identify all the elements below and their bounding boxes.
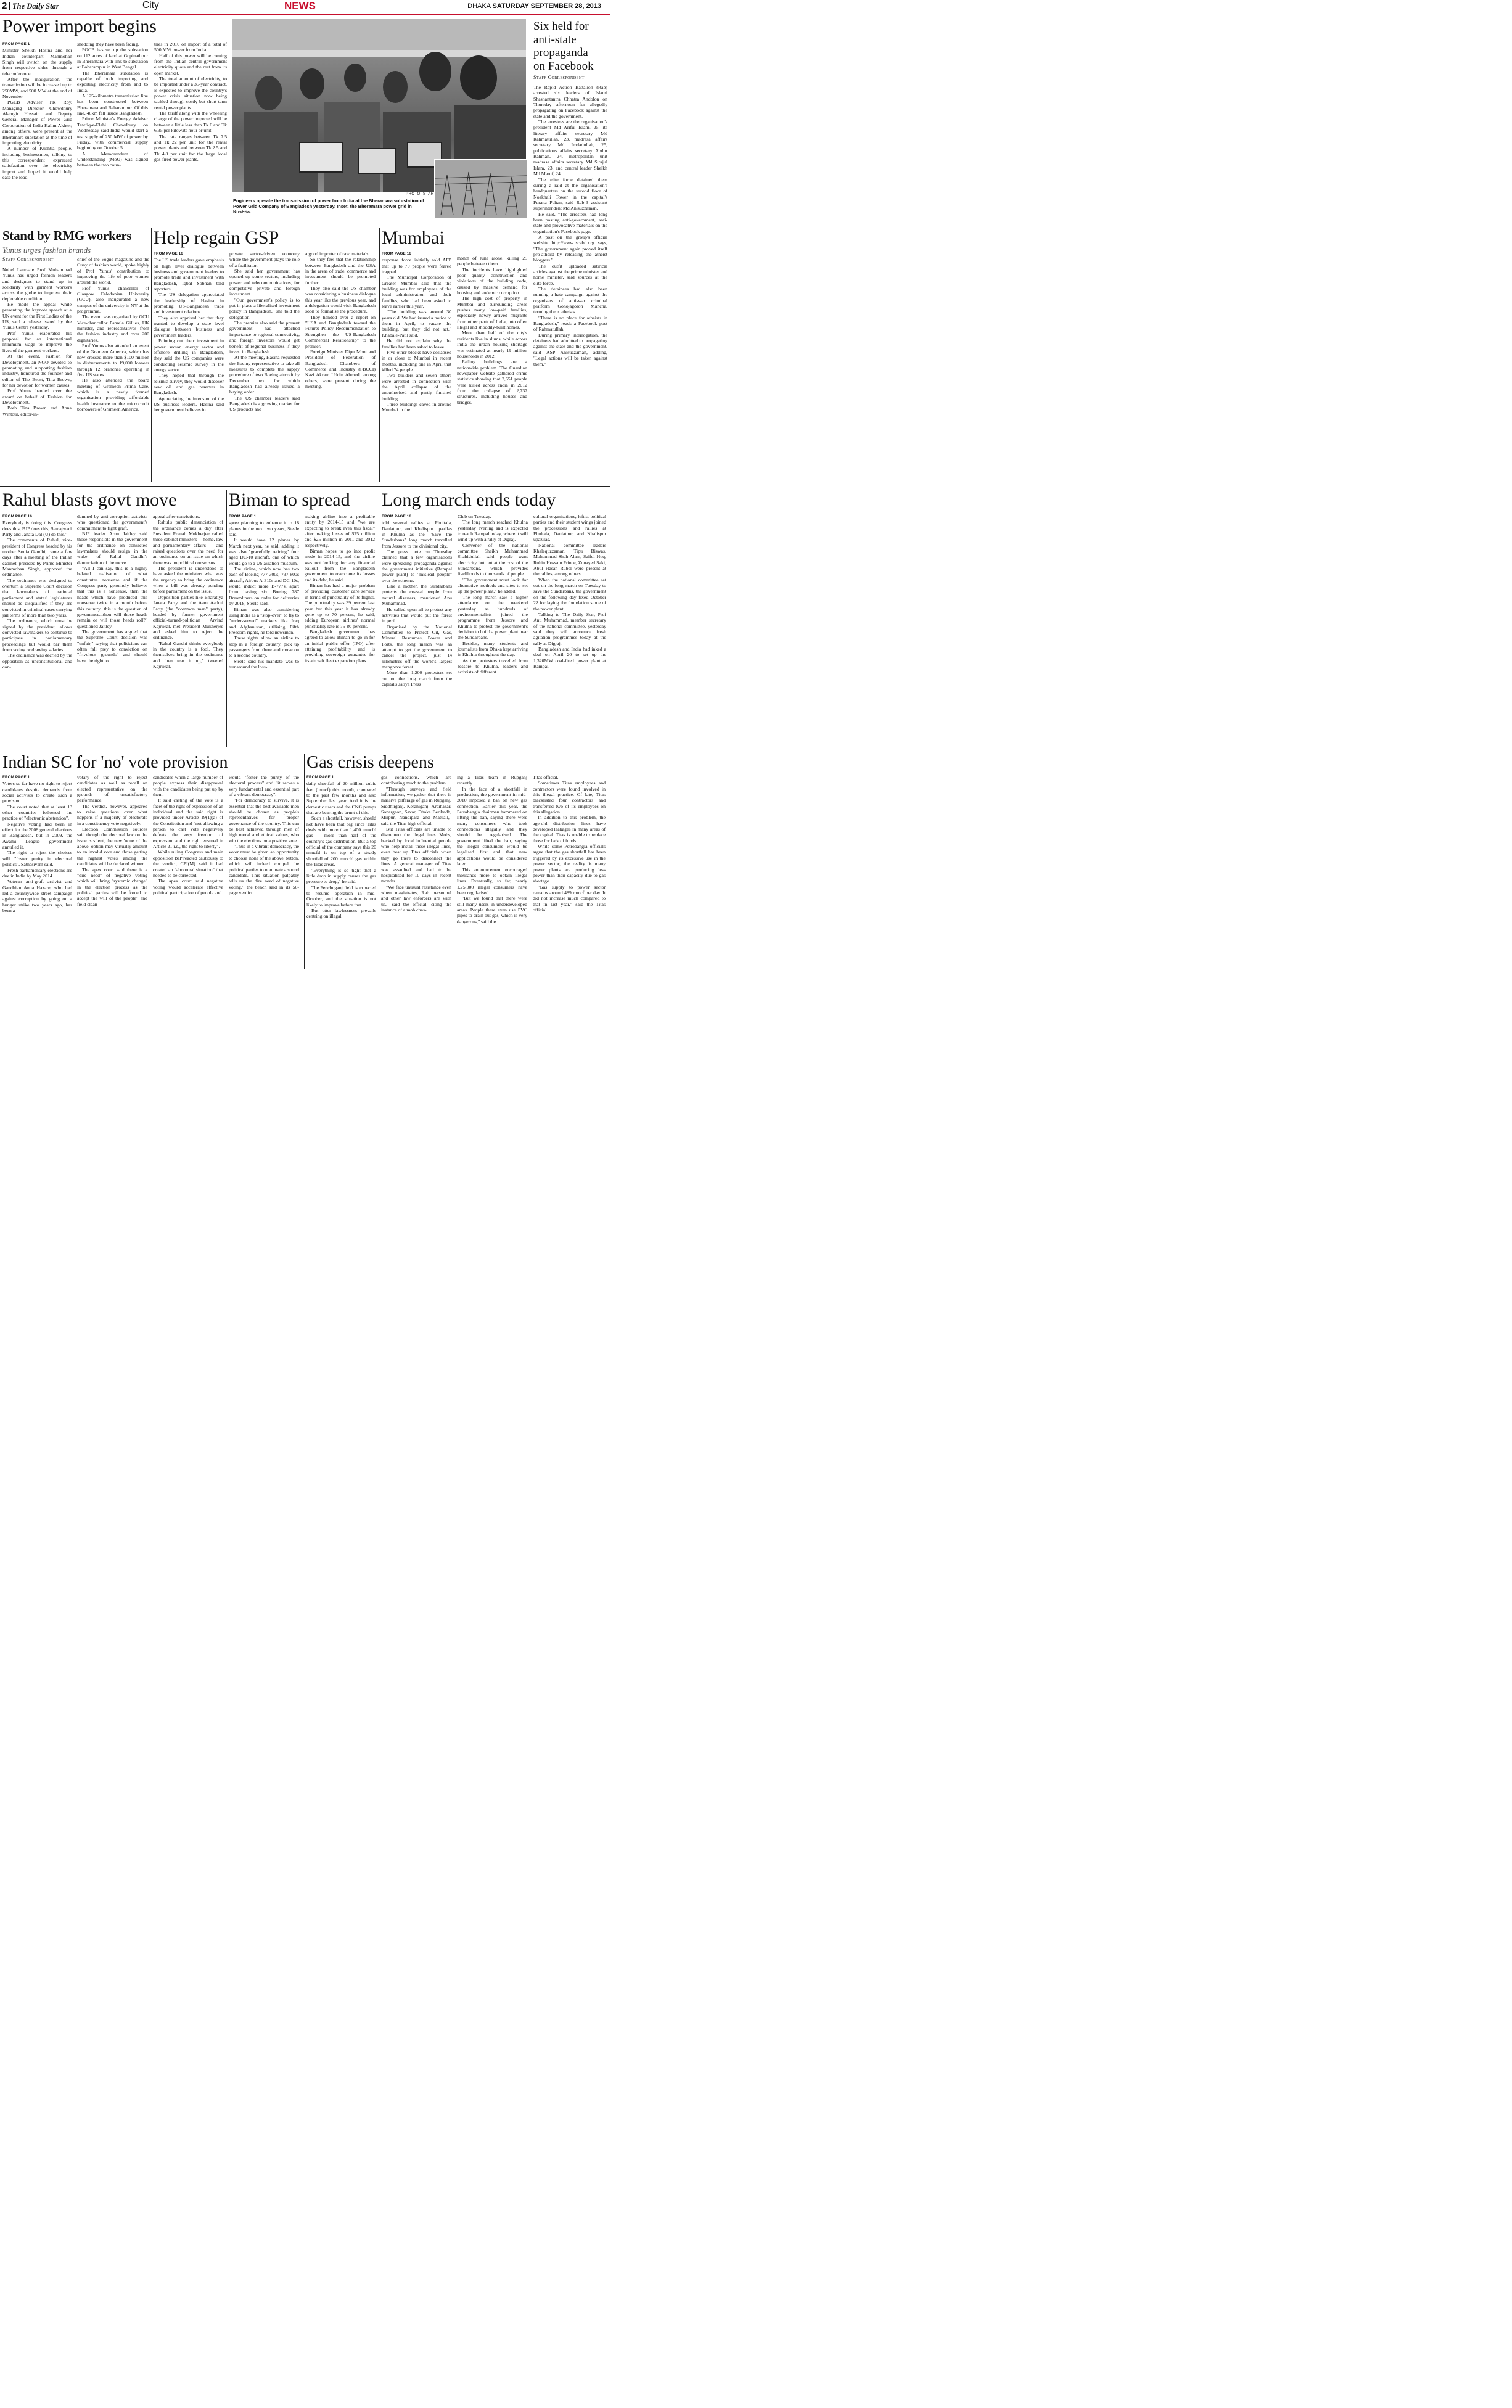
gsp-dateline: FROM PAGE 16 <box>154 252 184 256</box>
column-divider <box>226 490 227 747</box>
paragraph: The right to reject the choices will "foster purity in electoral politics", Sathasivam said. <box>2 850 72 868</box>
article-six-held <box>533 84 607 367</box>
article-rahul <box>2 514 224 748</box>
header-rule <box>0 14 610 15</box>
article-long-march <box>382 514 607 748</box>
indian-sc-col-3 <box>153 775 223 895</box>
paragraph: spree planning to enhance it to 18 planes in the next two years, Steele said. <box>229 520 299 538</box>
paragraph: PGCB Adviser PK Roy, Managing Director Chowdhury Alamgir Hossain and Deputy General Manager of Power Grid Corporation of India Kalim Akhter, among others, were present at the Bheramara substation at the time of importing electricity. <box>2 99 72 146</box>
paragraph: Foreign Minister Dipu Moni and President of Federation of Bangladesh Chambers of Commerce and Industry (FBCCI) Kazi Akram Uddin Ahmed, among others, were present during the meeting. <box>305 348 376 389</box>
paragraph: The apex court said negative voting would accelerate effective political participation of people and <box>153 878 223 895</box>
dateline <box>467 2 601 10</box>
masthead-logo: The Daily Star <box>12 2 59 10</box>
photo-credit: PHOTO: STAR <box>406 192 434 196</box>
power-import-col-1 <box>2 41 72 180</box>
paragraph: response force initially told AFP that up to 70 people were feared trapped. <box>382 257 451 275</box>
paragraph: Voters so far have no right to reject candidates despite demands from social activists to create such a provision. <box>2 781 72 804</box>
paragraph: The tariff along with the wheeling charge of the power imported will be between a little less than Tk 6 and Tk 6.35 per kilowatt-hour or unit. <box>154 110 227 134</box>
paragraph: He said, "The arrestees had long been posting anti-government, anti-state and provocative materials on the organisation's Facebook page. <box>533 211 607 234</box>
paragraph: Nobel Laureate Prof Muhammad Yunus has urged fashion leaders and designers to stand up in solidarity with garment workers across the globe to improve their deplorable condition. <box>2 267 72 302</box>
column-divider <box>151 228 152 482</box>
paragraph: The US trade leaders gave emphasis on high level dialogue between business and government leaders to promote trade and investment with Bangladesh, Iqbal Sobhan told reporters. <box>154 257 224 292</box>
paragraph: Biman hopes to go into profit mode in 2014-15, and the airline was not looking for any financial bailout from the Bangladesh government to overcome its losses and its debt, he said. <box>305 548 375 583</box>
paragraph: This announcement encouraged thousands more to obtain illegal lines. Eventually, so far, nearly 1,75,000 illegal consumers have been regularised. <box>457 866 527 895</box>
paragraph: While ruling Congress and main opposition BJP reacted cautiously to the verdict, CPI(M) said it had created an "abnormal situation" that needed to be corrected. <box>153 849 223 878</box>
paragraph: Half of this power will be coming from the Indian central government electricity quota and the rest from its open market. <box>154 52 227 76</box>
article-gas-crisis <box>306 775 607 971</box>
mumbai-col-1 <box>382 251 451 413</box>
paragraph: The total amount of electricity, to be imported under a 35-year contract, is expected to improve the country's power crisis situation now being tackled through costly but short-term rental power plants. <box>154 76 227 110</box>
paragraph: Both Tina Brown and Anna Wintour, editor-in- <box>2 405 72 417</box>
paragraph: During primary interrogation, the detainees had admitted to propagating against the state and the government, said ASP Anisuzzaman, adding, "Legal actions will be taken against them." <box>533 332 607 367</box>
paragraph: "Through surveys and field information, we gather that there is massive pilferage of gas in Rupganj, Siddhirganj, Keraniganj, Araihazar, Sonargaon, Savar, Dhaka Beribadh, Mirpur, Nandipara and Matuail," said the Titas high official. <box>381 786 451 826</box>
section-label: NEWS <box>284 0 316 12</box>
paragraph: The airline, which now has two each of Boeing 777-300s, 737-800s aircraft, Airbus A-310s and DC-10s, would induct more B-777s, apart from having six Boeing 787 Dreamliners on order for deliveries by 2018, Steele said. <box>229 566 299 607</box>
paragraph: He also attended the board meeting of Grameen Prima Care, which is a newly formed organisation providing affordable health insurance to the microcredit borrowers of Grameen America. <box>77 377 149 412</box>
rahul-col-3 <box>153 514 223 669</box>
paragraph: But utter lawlessness prevails centring on illegal <box>306 907 376 919</box>
paragraph: Such a shortfall, however, should not have been that big since Titas deals with more than 1,400 mmcfd gas -- more than half of the country's gas distribution. But a top official of the company says this 20 mmcfd is on top of a steady shortfall of 200 mmcfd gas within the Titas areas. <box>306 815 376 868</box>
paragraph: It said casting of the vote is a facet of the right of expression of an individual and the said right is provided under Article 19(1)(a) of the Constitution and "not allowing a person to cast vote negatively defeats the very freedom of expression and the right ensured in Article 21 i.e., the right to liberty". <box>153 797 223 850</box>
page-header <box>0 0 610 14</box>
paragraph: "The building was around 30 years old. We had issued a notice to them in April, to vacate the building, but they did not act," Khabale-Patil said. <box>382 309 451 338</box>
indian-sc-col-4 <box>229 775 299 895</box>
rmg-col-2 <box>77 257 149 412</box>
headline-rmg: Stand by RMG workers <box>2 228 132 243</box>
rmg-byline: Staff Correspondent <box>2 257 54 262</box>
paragraph: told several rallies at Phultala, Daulatpur, and Khalispur upazilas in Khulna as the "Save the Sundarbans" long march travelled from Jessore to the divisional city. <box>382 520 452 549</box>
paragraph: The detainees had also been running a hate campaign against the organisers of anti-war criminal platform Gonojagoron Mancha, terming them atheists. <box>533 286 607 315</box>
paragraph: National committee leaders Khalequzzaman, Tipu Biswas, Mohammad Shah Alam, Saiful Huq, Ruhin Hossain Prince, Zonayed Saki, Abul Hasan Rubel were present at the rallies, among others. <box>533 542 606 577</box>
paragraph: Sometimes Titas employees and contractors were found involved in this illegal practice. Of late, Titas blacklisted four contractors and transferred two of its employees on this allegation. <box>533 780 606 815</box>
paragraph: month of June alone, killing 25 people between them. <box>457 255 527 267</box>
paragraph: demned by anti-corruption activists who questioned the government's commitment to fight graft. <box>77 514 147 531</box>
paragraph: "There is no place for atheists in Bangladesh," reads a Facebook post of Rahmatullah. <box>533 314 607 332</box>
paragraph: In addition to this problem, the age-old distribution lines have developed leakages in many areas of the capital. Titas is unable to replace those for lack of funds. <box>533 815 606 844</box>
paragraph: But Titas officials are unable to disconnect the illegal lines. Mobs, backed by local influential people who help install these illegal lines, even beat up Titas officials when they go there to disconnect the lines. A general manager of Titas was assaulted and had to be hospitalised for 10 days in recent months. <box>381 826 451 884</box>
paragraph: They handed over a report on "USA and Bangladesh toward the Future: Policy Recommendation to Strengthen the US-Bangladesh Commercial Relationship" to the premier. <box>305 314 376 349</box>
paragraph: The ordinance was designed to overturn a Supreme Court decision that lawmakers of national parliament and states' legislatures should be disqualified if they are convicted in criminal cases carrying jail terms of more than two years. <box>2 577 72 618</box>
paragraph: Falling buildings are a nationwide problem. The Guardian newspaper website gathered crime statistics showing that 2,651 people were killed across India in 2012 from the collapse of 2,737 structures, including houses and bridges. <box>457 359 527 405</box>
article-indian-sc <box>2 775 302 971</box>
paragraph: The incidents have highlighted poor quality construction and violations of the building code, caused by massive demand for housing and endemic corruption. <box>457 266 527 296</box>
paragraph: PGCB has set up the substation on 112 acres of land at Gopinathpur in Bheramara with link to substation at Baharampur in West Bengal. <box>77 47 148 70</box>
paragraph: The elite force detained them during a raid at the organisation's headquarters on the second floor of Noakhali Tower in the capital's Purana Paltan, said Rab-3 assistant superintendent Md Anisuzzaman. <box>533 176 607 212</box>
paragraph: "Our government's policy is to put in place a liberalised investment policy in Bangladesh," she told the delegation. <box>229 297 300 320</box>
paragraph: The verdict, however, appeared to raise questions over what happens if a majority of electorate in a constituency vote negatively. <box>77 803 147 826</box>
paragraph: The ordinance was decried by the opposition as unconstitutional and con- <box>2 652 72 670</box>
paragraph: shedding they have been facing. <box>77 41 139 47</box>
paragraph: Besides, many students and journalists from Dhaka kept arriving in Khulna throughout the day. <box>458 640 528 658</box>
dateline-date: SATURDAY SEPTEMBER 28, 2013 <box>492 2 601 10</box>
paragraph: It would have 12 planes by March next year, he said, adding it was also "gracefully retiring" four aged DC-10 aircraft, one of which would go to a US aviation museum. <box>229 537 299 566</box>
paragraph: Veteran anti-graft activist and Gandhian Anna Hazare, who had led a countrywide street campaign against corruption by going on a hunger strike two years ago, has been a <box>2 879 72 913</box>
paragraph: More than half of the city's residents live in slums, while across India the urban housing shortage was estimated at nearly 19 million households in 2012. <box>457 330 527 359</box>
long-march-col-3 <box>533 514 606 669</box>
paragraph: "All I can say, this is a highly belated realisation of what constitutes nonsense and if the Congress party genuinely believes that this is a nonsense, then the heads which have produced this nonsense twice in a month before this country...this is the question of governance...then will those heads remain or will those heads roll?" questioned Jaitley. <box>77 565 147 629</box>
power-import-col-2 <box>77 41 148 168</box>
rahul-col-2 <box>77 514 147 664</box>
dateline-city: DHAKA <box>467 2 491 10</box>
page-number-divider <box>9 2 10 10</box>
paragraph: Prof Yunus elaborated his proposal for an international minimum wage to improve the lives of the garment workers. <box>2 330 72 353</box>
headline-gas-crisis: Gas crisis deepens <box>306 753 434 772</box>
paragraph: A 125-kilometre transmission line has been constructed between Bheramara and Baharampur. Of this line, 40km fell inside Bangladesh. <box>77 93 148 117</box>
paragraph: More than 1,200 protesters set out on the long march from the capital's Jatiya Press <box>382 670 452 687</box>
paragraph: The comments of Rahul, vice-president of Congress headed by his mother Sonia Gandhi, came a few days after a meeting of the Indian cabinet, presided by Prime Minister Manmohan Singh, approved the ordinance. <box>2 537 72 578</box>
power-import-col-3 <box>154 41 227 162</box>
paragraph: Two builders and seven others were arrested in connection with the April collapse of the unauthorised and partly finished building. <box>382 372 451 401</box>
paragraph: The government has argued that the Supreme Court decision was "unfair," saying that politicians can often fall prey to conviction on "frivolous grounds" and should have the right to <box>77 628 147 664</box>
paragraph: Club on Tuesday. <box>458 514 491 519</box>
headline-biman: Biman to spread <box>229 490 350 510</box>
gsp-col-3 <box>305 251 376 389</box>
paragraph: They hoped that through the seismic survey, they would discover new oil and gas reserves in Bangladesh. <box>154 372 224 396</box>
paragraph: "Thus in a vibrant democracy, the voter must be given an opportunity to choose 'none of the above' button, which will indeed compel the political parties to nominate a sound candidate. This situation palpably tells us the dire need of negative voting," the bench said in its 50-page verdict. <box>229 844 299 895</box>
paragraph: candidates when a large number of people express their disapproval with the candidates being put up by them. <box>153 775 223 798</box>
headline-gsp: Help regain GSP <box>154 228 279 248</box>
paragraph: ing a Titas team in Rupganj recently. <box>457 775 527 786</box>
paragraph: In the face of a shortfall in production, the government in mid-2010 imposed a ban on new gas connection. Earlier this year, the Petrobangla chairman hammered on lifting the ban, saying there were many consumers who took connections illegally and they should be regularised. The government lifted the ban, saying the illegal consumers would be legalised first and that new applications would be considered later. <box>457 786 527 867</box>
headline-mumbai: Mumbai <box>382 228 445 248</box>
paragraph: The US chamber leaders said Bangladesh is a growing market for US products and <box>229 395 300 413</box>
column-divider <box>379 228 380 482</box>
rahul-col-1 <box>2 514 72 670</box>
paragraph: The outfit uploaded satirical articles against the prime minister and home minister, said sources at the elite force. <box>533 263 607 286</box>
paragraph: Steele said his mandate was to turnaround the loss- <box>229 658 299 670</box>
paragraph: Pointing out their investment in power sector, energy sector and offshore drilling in Bangladesh, they said the US companies were conducting seismic survey in the energy sector. <box>154 338 224 372</box>
paragraph: Biman was also considering using India as a "stop-over" to fly to "under-served" markets like Iraq and Afghanistan, utilising Fifth Freedom rights, he told newsmen. <box>229 606 299 635</box>
paragraph: "Everything is so tight that a little drop in supply causes the gas pressure to drop," he said. <box>306 867 376 885</box>
paragraph: cultural organisations, leftist political parties and their student wings joined the processions and rallies at Phultala, Daulatpur, and Khalispur upazilas. <box>533 514 606 543</box>
paragraph: The ordinance, which must be signed by the president, allows convicted lawmakers to continue to participate in parliamentary proceedings but would bar them from voting or drawing salaries. <box>2 618 72 652</box>
paragraph: The press note on Thursday claimed that a few organisations were spreading propaganda against the government initiative (Rampal power plant) to "mislead people" over the scheme. <box>382 549 452 583</box>
paragraph: chief of the Vogue magazine and the Cuny of fashion world, spoke highly of Prof Yunus' contribution to improving the life of poor women around the world. <box>77 257 149 286</box>
paragraph: Bangladesh government has agreed to allow Biman to go in for an initial public offer (IPO) after attaining profitability and is providing sovereign guarantee for its aircraft fleet expansion plans. <box>305 628 375 664</box>
paragraph: The rate ranges between Tk 7.5 and Tk 22 per unit for the rental power plants and between Tk 2.5 and Tk 4.8 per unit for the large local gas-fired power plants. <box>154 133 227 162</box>
paragraph: Negative voting had been in effect for the 2008 general elections in Bangladesh, but in 2009, the Awami League government annulled it. <box>2 821 72 850</box>
paragraph: a good importer of raw materials. <box>305 251 370 257</box>
headline-rahul: Rahul blasts govt move <box>2 490 177 510</box>
paragraph: Like a mother, the Sundarbans protects the coastal people from natural disasters, mentioned Anu Muhammad. <box>382 583 452 607</box>
article-power-import <box>2 41 228 220</box>
headline-six-held <box>533 20 607 73</box>
paragraph: After the inauguration, the transmission will be increased up to 250MW, and 500 MW at the end of November. <box>2 76 72 100</box>
long-march-col-1 <box>382 514 452 687</box>
paragraph: At the meeting, Hasina requested the Boeing representative to take all measures to complete the supply procedure of two Boeing aircraft by December next for which Bangladesh had already issued a buying order. <box>229 355 300 395</box>
paragraph: appeal after convictions. <box>153 514 200 519</box>
paragraph: The court noted that at least 13 other countries followed the practice of "electronic abstention". <box>2 803 72 821</box>
paragraph: Five other blocks have collapsed in or close to Mumbai in recent months, including one in April that killed 74 people. <box>382 349 451 372</box>
paragraph: Bangladesh and India had inked a deal on April 20 to set up the 1,320MW coal-fired power plant at Rampal. <box>533 646 606 669</box>
page-number: 2 <box>2 1 7 11</box>
rmg-col-1 <box>2 267 72 417</box>
paragraph: The Fenchuganj field is expected to resume operation in mid-October, and the situation is not likely to improve before that. <box>306 884 376 908</box>
paragraph: The arrestees are the organisation's president Md Ariful Islam, 25, its literary affairs secretary Md Rahmatullah, 23, madrasa affairs secretary Md Imdadullah, 25, publications affairs secretary Abdur Rahman, 24, metropolitan unit madrasa affairs secretary Md Sirajul Islam, 23, and central leader Sheikh Md Maruf, 24. <box>533 119 607 177</box>
article-biman <box>229 514 377 748</box>
gas-crisis-col-1 <box>306 775 376 919</box>
column-divider <box>304 754 305 969</box>
paragraph: The president is understood to have asked the ministers what was the urgency to bring the ordinance when a bill was already pending before parliament on the issue. <box>153 565 223 594</box>
paragraph: votary of the right to reject candidates as well as recall an elected representative on the grounds of unsatisfactory performance. <box>77 775 147 803</box>
paragraph: Appreciating the intension of the US business leaders, Hasina said her government believes in <box>154 395 224 413</box>
paragraph: "Rahul Gandhi thinks everybody in the country is a fool. They themselves bring in the ordinance and then tear it up," tweeted Kejriwal. <box>153 640 223 669</box>
paragraph: daily shortfall of 20 million cubic feet (mmcf) this month, compared to the past few months and also September last year. And it is the domestic users and the CNG pumps that are bearing the brunt of this. <box>306 781 376 816</box>
paragraph: A Memorandum of Understanding (MoU) was signed between the two coun- <box>77 150 148 168</box>
article-gsp <box>154 251 377 482</box>
rahul-dateline: FROM PAGE 16 <box>2 514 33 519</box>
paragraph: A post on the group's official website http://www.iscabd.org says, "The government again proved itself pro-atheist by releasing the atheist bloggers." <box>533 234 607 263</box>
paragraph: Organised by the National Committee to Protect Oil, Gas, Mineral Resources, Power and Ports, the long march was an attempt to get the government to cancel the project, just 14 kilometres off the world's largest mangrove forest. <box>382 623 452 670</box>
paragraph: Fresh parliamentary elections are due in India by May 2014. <box>2 867 72 879</box>
paragraph: Prof Yunus also attended an event of the Grameen America, which has now crossed more than $100 million in disbursements to 19,000 loanees through 12 branches operating in five US states. <box>77 343 149 377</box>
paragraph: While some Petrobangla officials argue that the gas shortfall has been triggered by its excessive use in the power sector, the reality is many power plants are producing less power than their capacity due to gas shortage. <box>533 844 606 884</box>
paragraph: He made the appeal while presenting the keynote speech at a UN event for the First Ladies of the US, said a release issued by the Yunus Centre yesterday. <box>2 302 72 331</box>
gas-crisis-dateline: FROM PAGE 1 <box>306 775 334 779</box>
gas-crisis-col-2 <box>381 775 451 913</box>
headline-line: propaganda <box>533 46 588 59</box>
inset-photo-grid <box>434 159 527 218</box>
paragraph: tries in 2010 on import of a total of 500 MW power from India. <box>154 41 227 53</box>
rmg-subhead: Yunus urges fashion brands <box>2 245 91 255</box>
paragraph: Three buildings caved in around Mumbai in the <box>382 401 451 413</box>
paragraph: Everybody is doing this. Congress does this, BJP does this, Samajwadi Party and Janata Dal (U) do this." <box>2 520 72 538</box>
indian-sc-col-1 <box>2 775 72 913</box>
paragraph: "For democracy to survive, it is essential that the best available men should be chosen as people's representatives for proper governance of the country. This can be best achieved through men of high moral and ethical values, who win the elections on a positive vote. <box>229 797 299 844</box>
paragraph: "But we found that there were still many users in underdeveloped areas. People there even use PVC pipes to drain out gas, which is very dangerous," said the <box>457 895 527 924</box>
paragraph: The long march reached Khulna yesterday evening and is expected to reach Rampal today, where it will wind up with a rally at Digraj. <box>458 519 528 543</box>
paragraph: "Gas supply to power sector remains around 489 mmcf per day. It did not increase much compared to that in last year," said the Titas official. <box>533 884 606 913</box>
paragraph: Rahul's public denunciation of the ordinance comes a day after President Pranab Mukherjee called three cabinet ministers -- home, law and parliamentary affairs -- and raised questions over the need for an ordinance on an issue on which there was no political consensus. <box>153 519 223 565</box>
paragraph: At the event, Fashion for Development, an NGO devoted to promoting and supporting fashion industry, honoured the founder and editor of The Beast, Tina Brown, for her devotion for women causes. <box>2 353 72 388</box>
paragraph: Talking to The Daily Star, Prof Anu Muhammad, member secretary of the national committee, yesterday said they will announce fresh agitation programmes today at the rally at Digraj. <box>533 611 606 646</box>
paragraph: Biman has had a major problem of providing customer care service in terms of punctuality of its flights. The punctuality was 39 percent last year but this year it has already gone up to 70 percent, he said, adding European airlines' normal punctuality rate is 75-80 percent. <box>305 583 375 629</box>
paragraph: Prof Yunus, chancellor of Glasgow Caledonian University (GCU), also inaugurated a new campus of the university in NY at the programme. <box>77 285 149 314</box>
gas-crisis-col-3 <box>457 775 527 924</box>
mumbai-dateline: FROM PAGE 16 <box>382 252 412 256</box>
paragraph: Convener of the national committee Sheikh Muhammad Shahidullah said people want electricity but not at the cost of the Sundarbans, which provides livelihoods to thousands of people. <box>458 542 528 577</box>
paragraph: They also said the US chamber was considering a business dialogue this year like the previous year, and a delegation would visit Bangladesh soon to formalise the procedure. <box>305 286 376 314</box>
paragraph: The event was organised by GCU Vice-chancellor Pamela Gillies, UK minister, and representatives from the fashion industry and over 200 dignitaries. <box>77 314 149 343</box>
article-mumbai <box>382 251 530 482</box>
headline-line: anti-state <box>533 33 577 46</box>
biman-dateline: FROM PAGE 1 <box>229 514 257 519</box>
paragraph: Prof Yunus handed over the award on behalf of Fashion for Development. <box>2 388 72 405</box>
paragraph: The Rapid Action Battalion (Rab) arrested six leaders of Islami Shashantantra Chhatra Andolon on Thursday afternoon for allegedly propagating on Facebook against the state and the government. <box>533 84 607 119</box>
paragraph: Opposition parties like Bharatiya Janata Party and the Aam Aadmi Party (the "common man" party), headed by former government official-turned-politician Arvind Kejriwal, met President Mukherjee and asked him to reject the ordinance. <box>153 594 223 641</box>
paragraph: Titas official. <box>533 775 559 780</box>
paragraph: would "foster the purity of the electoral process" and "it serves a very fundamental and essential part of a vibrant democracy". <box>229 775 299 798</box>
headline-line: Six held for <box>533 20 589 33</box>
paragraph: "We face unusual resistance even when magistrates, Rab personnel and other law enforcers are with us," said the official, citing the instance of a mob chas- <box>381 884 451 913</box>
paragraph: "The government must look for alternative methods and sites to set up the power plant," he added. <box>458 577 528 594</box>
gas-crisis-col-4 <box>533 775 606 913</box>
paragraph: Prime Minister's Energy Adviser Tawfiq-e-Elahi Chowdhury on Wednesday said India would start a test supply of 250 MW of power by Friday, with commercial supply beginning on October 5. <box>77 116 148 151</box>
paragraph: He did not explain why the families had been asked to leave. <box>382 338 451 350</box>
power-import-dateline: FROM PAGE 1 <box>2 42 30 46</box>
mumbai-col-2 <box>457 255 527 405</box>
biman-col-2 <box>305 514 375 664</box>
biman-col-1 <box>229 514 299 670</box>
gsp-col-1 <box>154 251 224 413</box>
photo-caption: Engineers operate the transmission of power from India at the Bheramara sub-station of Power Grid Company of Bangladesh yesterday. Inset, the Bheramara power grid in Kushtia. <box>233 198 424 215</box>
paragraph: making airline into a profitable entity by 2014-15 and "we are expecting to break even this fiscal" after making losses of $75 million and $25 million in 2011 and 2012 respectively. <box>305 514 375 548</box>
paragraph: They also apprised her that they wanted to develop a state level dialogue between business and government leaders. <box>154 314 224 338</box>
inset-power-grid-illustration <box>435 160 527 218</box>
headline-power-import: Power import begins <box>2 16 157 36</box>
headline-indian-sc: Indian SC for 'no' vote provision <box>2 753 228 772</box>
paragraph: He called upon all to protest any activities that would put the forest in peril. <box>382 606 452 624</box>
paragraph: When the national committee set out on the long march on Tuesday to save the Sundarbans, the government on the following day fixed October 22 for laying the foundation stone of the power plant. <box>533 577 606 612</box>
headline-long-march: Long march ends today <box>382 490 556 510</box>
paragraph: These rights allow an airline to stop in a foreign country, pick up passengers from there and move on to a second country. <box>229 635 299 659</box>
paragraph: A number of Kushtia people, including businessmen, talking to this correspondent expressed satisfaction over the electricity import and hoped it would help ease the load <box>2 146 72 180</box>
headline-line: on Facebook <box>533 59 594 73</box>
six-held-byline: Staff Correspondent <box>533 75 585 80</box>
paragraph: BJP leader Arun Jaitley said those responsible in the government for the ordinance on convicted lawmakers should resign in the wake of Rahul Gandhi's denunciation of the move. <box>77 531 147 565</box>
paragraph: The premier also said the present government had attached importance to regional connectivity, and foreign investors would get benefit of regional business if they invest in Bangladesh. <box>229 320 300 355</box>
paragraph: Minister Sheikh Hasina and her Indian counterpart Manmohan Singh will switch on the supply from respective sides through a teleconference. <box>2 47 72 76</box>
paragraph: She said her government has opened up some sectors, including power and telecommunications, for competitive private and foreign investment. <box>229 268 300 297</box>
section-name: City <box>142 0 159 10</box>
paragraph: The US delegation appreciated the leadership of Hasina in promoting US-Bangladesh trade and investment relations. <box>154 292 224 315</box>
paragraph: The long march saw a higher attendance on the weekend yesterday as hundreds of environmentalists joined the programme from Jessore and Khulna to protest the government's decision to build a power plant near the Sundarbans. <box>458 594 528 641</box>
long-march-col-2 <box>458 514 528 675</box>
paragraph: The Bheramara substation is capable of both importing and exporting electricity from and to India. <box>77 70 148 93</box>
indian-sc-dateline: FROM PAGE 1 <box>2 775 30 779</box>
section-rule <box>0 486 610 487</box>
paragraph: So they feel that the relationship between Bangladesh and the USA in the areas of trade, commerce and investment should be promoted further. <box>305 257 376 286</box>
gsp-col-2 <box>229 251 300 413</box>
paragraph: The Municipal Corporation of Greater Mumbai said that the building was for employees of the local administration and their families, who had been asked to leave earlier this year. <box>382 274 451 310</box>
paragraph: The apex court said there is a "dire need" of negative voting which will bring "systemic change" in the election process as the political parties will be forced to accept the will of the people" and field clean <box>77 866 147 907</box>
paragraph: The high cost of property in Mumbai and surrounding areas pushes many low-paid families, especially newly arrived migrants from other parts of India, into often illegal and shoddily-built homes. <box>457 295 527 331</box>
paragraph: gas connections, which are contributing much to the problem. <box>381 775 451 786</box>
paragraph: Election Commission sources said though the electoral law on the issue is silent, the new 'none of the above' option may virtually amount to an invalid vote and those getting the highest votes among the candidates will be declared winner. <box>77 826 147 867</box>
indian-sc-col-2 <box>77 775 147 907</box>
paragraph: private sector-driven economy where the government plays the role of a facilitator. <box>229 251 300 268</box>
long-march-dateline: FROM PAGE 16 <box>382 514 412 519</box>
paragraph: As the protesters travelled from Jessore to Khulna, leaders and activists of different <box>458 657 528 675</box>
